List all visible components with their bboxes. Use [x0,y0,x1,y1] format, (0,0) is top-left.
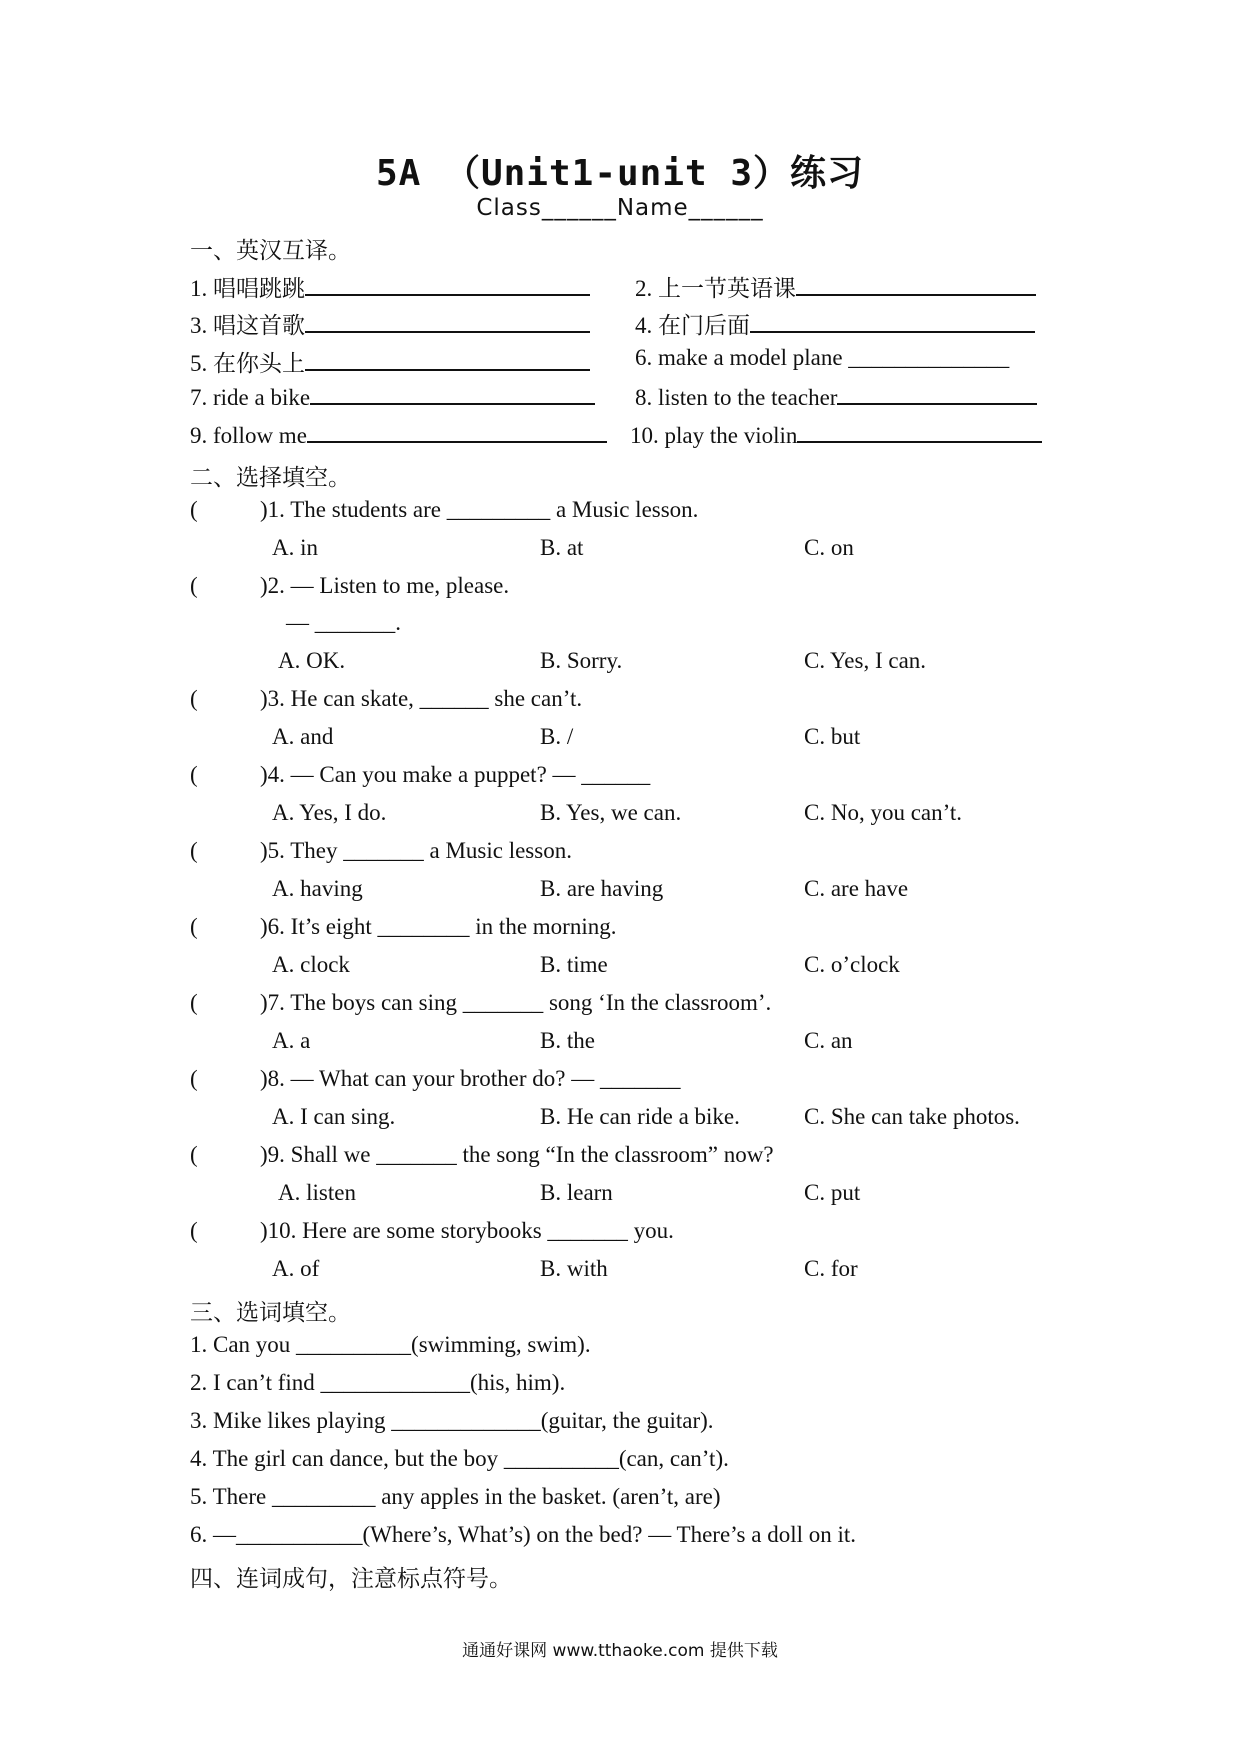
q1-option-a: A. in [272,535,318,560]
q7-option-a: A. a [272,1028,311,1053]
q3-option-a: A. and [272,724,334,749]
question-2: )2. — Listen to me, please. [260,573,510,598]
q8-option-c: C. She can take photos. [804,1104,1020,1129]
s1-item-4 [635,307,1035,340]
s1-item-1 [190,270,590,303]
q4-option-b: B. Yes, we can. [540,800,682,825]
answer-paren[interactable]: ( [190,1218,198,1243]
s3-item-1: 1. Can you __________(swimming, swim). [190,1332,591,1357]
q5-option-c: C. are have [804,876,909,901]
s1-item-4-text: 4. 在门后面 [635,313,750,338]
q9-option-c: C. put [804,1180,861,1205]
question-6: )6. It’s eight ________ in the morning. [260,914,617,939]
q3-option-c: C. but [804,724,861,749]
s1-item-10-text: 10. play the violin [630,423,798,448]
question-2-reply: — _______. [286,610,401,635]
q10-option-a: A. of [272,1256,320,1281]
q7-option-c: C. an [804,1028,853,1053]
question-3: )3. He can skate, ______ she can’t. [260,686,583,711]
s1-item-3 [190,307,590,340]
s3-item-6: 6. —___________(Where’s, What’s) on the bed? — There’s a doll on it. [190,1522,857,1547]
q1-option-c: C. on [804,535,854,560]
answer-paren[interactable]: ( [190,1142,198,1167]
s3-item-3: 3. Mike likes playing _____________(guitar, the guitar). [190,1408,714,1433]
s3-item-5: 5. There _________ any apples in the basket. (aren’t, are) [190,1484,721,1509]
q8-option-a: A. I can sing. [272,1104,396,1129]
s3-item-4: 4. The girl can dance, but the boy __________(can, can’t). [190,1446,729,1471]
s1-item-7 [190,383,595,411]
s1-item-5 [190,345,590,378]
answer-line[interactable] [837,383,1037,405]
page-title: 5A （Unit1-unit 3）练习 [375,153,865,194]
class-name-line: Class______Name______ [476,195,764,221]
q9-option-b: B. learn [540,1180,613,1205]
question-4: )4. — Can you make a puppet? — ______ [260,762,651,787]
footer-text: 通通好课网 www.tthaoke.com 提供下载 [462,1641,778,1661]
answer-paren[interactable]: ( [190,573,198,598]
answer-paren[interactable]: ( [190,914,198,939]
question-7: )7. The boys can sing _______ song ‘In the classroom’. [260,990,772,1015]
answer-line[interactable] [307,421,607,443]
answer-paren[interactable]: ( [190,762,198,787]
answer-line[interactable] [796,274,1036,296]
q4-option-a: A. Yes, I do. [272,800,387,825]
answer-paren[interactable]: ( [190,497,198,522]
answer-paren[interactable]: ( [190,838,198,863]
question-10: )10. Here are some storybooks _______ you. [260,1218,674,1243]
section1-heading: 一、英汉互译。 [190,238,351,264]
answer-paren[interactable]: ( [190,990,198,1015]
s1-item-10 [630,421,1042,449]
answer-line[interactable] [750,311,1035,333]
section3-heading: 三、选词填空。 [190,1300,351,1326]
s1-item-5-text: 5. 在你头上 [190,351,305,376]
s1-item-6 [635,345,1009,371]
q5-option-b: B. are having [540,876,664,901]
q10-option-b: B. with [540,1256,608,1281]
q6-option-a: A. clock [272,952,350,977]
s1-item-8 [635,383,1037,411]
q1-option-b: B. at [540,535,584,560]
question-9: )9. Shall we _______ the song “In the classroom” now? [260,1142,774,1167]
q8-option-b: B. He can ride a bike. [540,1104,740,1129]
answer-line[interactable] [305,349,590,371]
q5-option-a: A. having [272,876,363,901]
s1-item-9 [190,421,607,449]
q2-option-b: B. Sorry. [540,648,623,673]
q3-option-b: B. / [540,724,574,749]
s1-item-3-text: 3. 唱这首歌 [190,313,305,338]
s1-item-7-text: 7. ride a bike [190,385,311,410]
answer-line[interactable] [305,311,590,333]
q2-option-a: A. OK. [278,648,346,673]
q10-option-c: C. for [804,1256,858,1281]
s1-item-9-text: 9. follow me [190,423,307,448]
q2-option-c: C. Yes, I can. [804,648,927,673]
s1-item-8-text: 8. listen to the teacher [635,385,838,410]
q4-option-c: C. No, you can’t. [804,800,963,825]
section4-heading: 四、连词成句，注意标点符号。 [190,1566,512,1592]
s1-item-1-text: 1. 唱唱跳跳 [190,276,305,301]
answer-paren[interactable]: ( [190,1066,198,1091]
s1-item-2 [635,270,1036,303]
section2-heading: 二、选择填空。 [190,465,351,491]
s1-item-6-text: 6. make a model plane ______________ [635,345,1010,370]
question-8: )8. — What can your brother do? — _______ [260,1066,681,1091]
q7-option-b: B. the [540,1028,595,1053]
answer-line[interactable] [310,383,595,405]
q6-option-c: C. o’clock [804,952,900,977]
answer-line[interactable] [305,274,590,296]
question-1: )1. The students are _________ a Music lesson. [260,497,699,522]
question-5: )5. They _______ a Music lesson. [260,838,572,863]
q9-option-a: A. listen [278,1180,356,1205]
answer-paren[interactable]: ( [190,686,198,711]
s3-item-2: 2. I can’t find _____________(his, him). [190,1370,566,1395]
answer-line[interactable] [797,421,1042,443]
s1-item-2-text: 2. 上一节英语课 [635,276,796,301]
q6-option-b: B. time [540,952,608,977]
